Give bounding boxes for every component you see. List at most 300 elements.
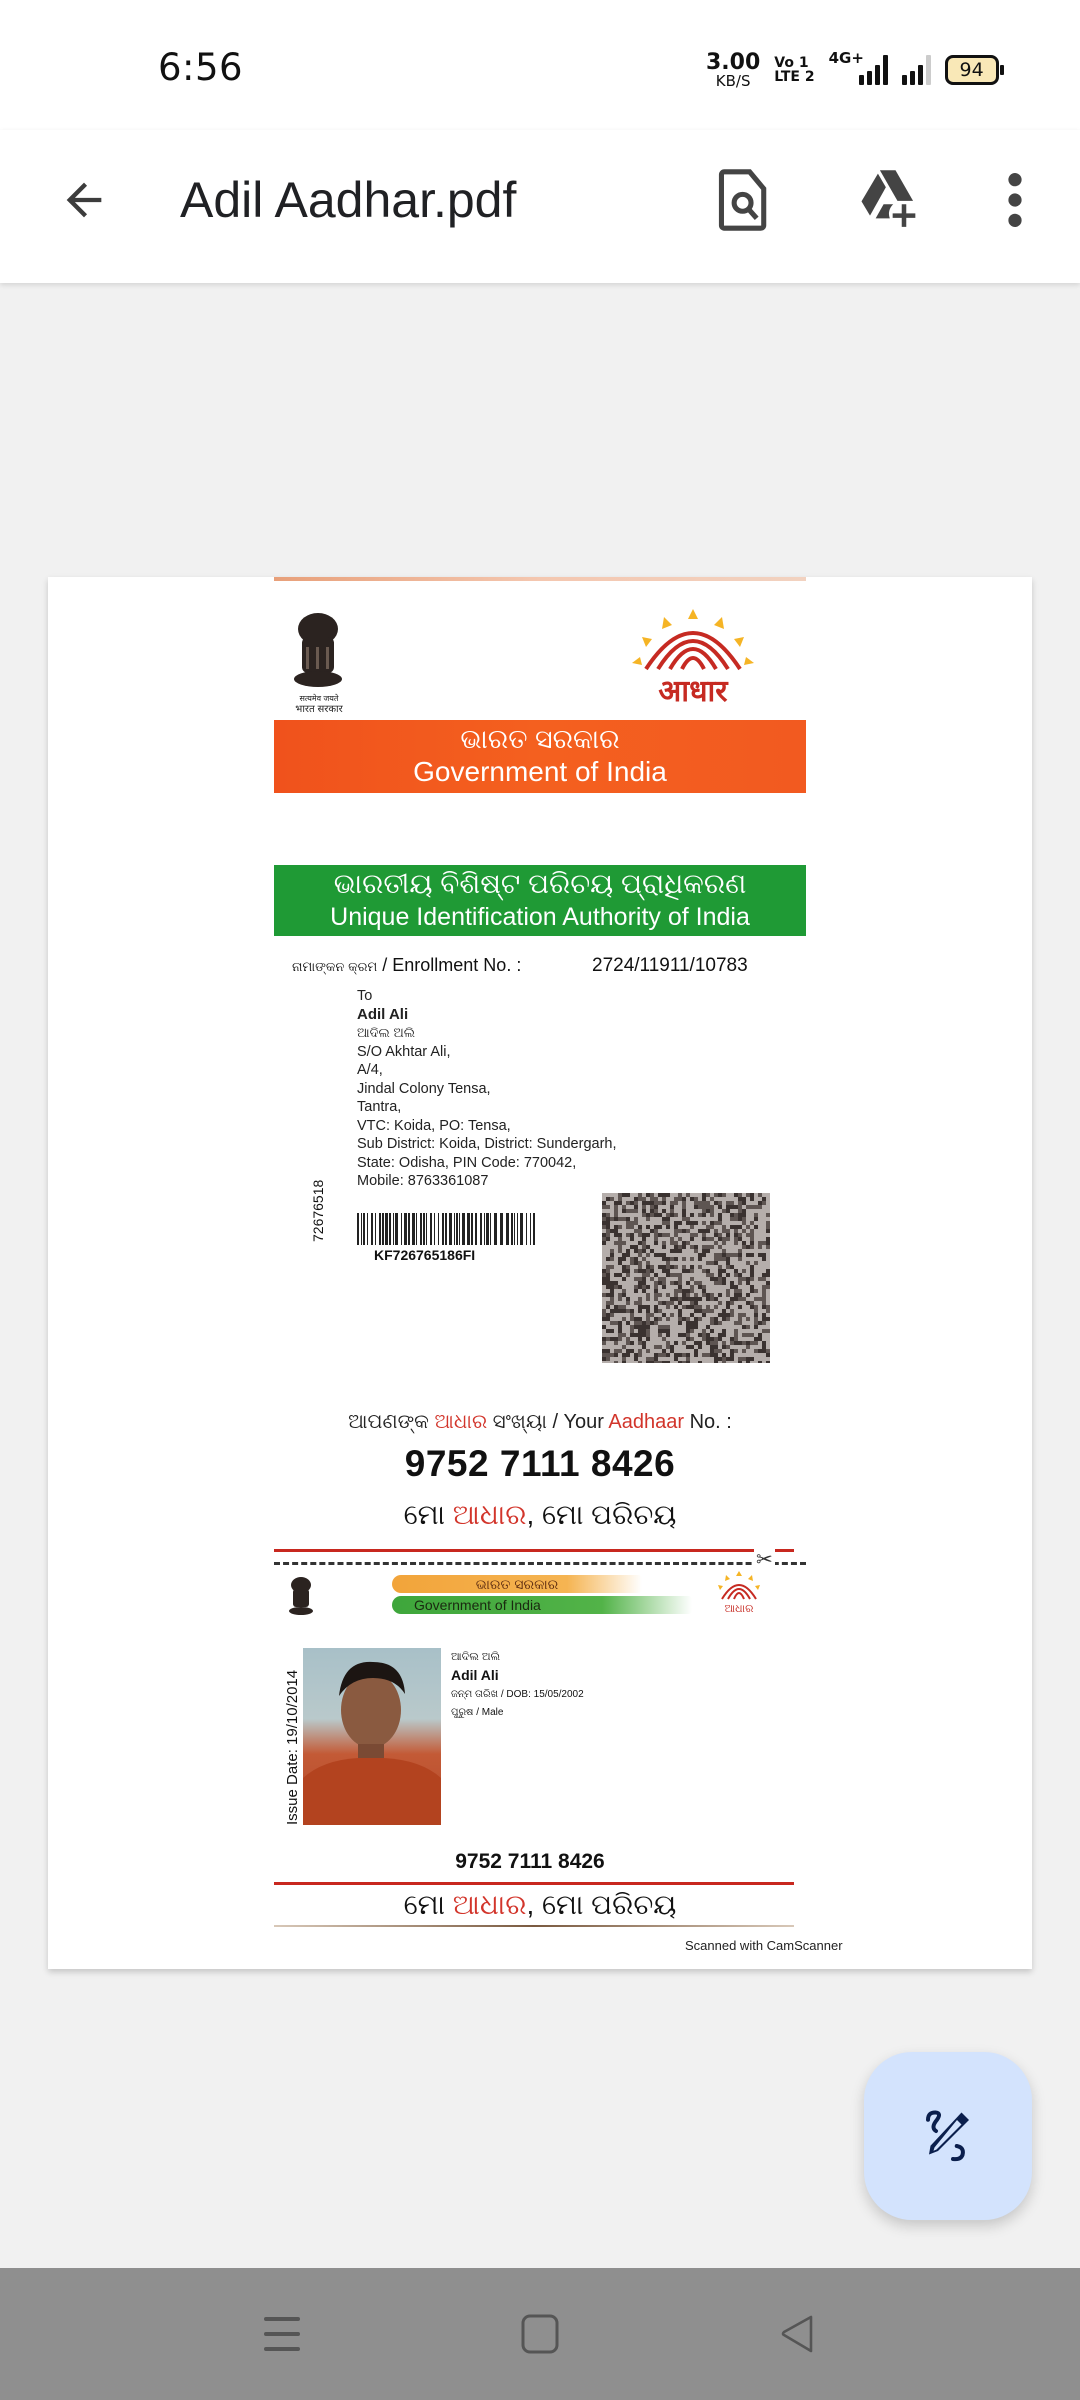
qr-module: [750, 1333, 754, 1337]
qr-module: [706, 1261, 710, 1265]
qr-module: [730, 1357, 734, 1361]
qr-module: [678, 1285, 682, 1289]
mini-aadhaar-logo-icon: [714, 1571, 764, 1615]
qr-module: [646, 1265, 650, 1269]
qr-module: [698, 1265, 702, 1269]
qr-module: [734, 1337, 738, 1341]
qr-module: [730, 1309, 734, 1313]
qr-module: [742, 1349, 746, 1353]
qr-module: [662, 1197, 666, 1201]
address-line: State: Odisha, PIN Code: 770042,: [357, 1154, 577, 1171]
qr-module: [690, 1277, 694, 1281]
qr-module: [758, 1333, 762, 1337]
qr-module: [702, 1213, 706, 1217]
add-to-drive-button[interactable]: [852, 165, 922, 235]
qr-module: [750, 1265, 754, 1269]
qr-module: [654, 1305, 658, 1309]
qr-module: [718, 1277, 722, 1281]
qr-module: [742, 1241, 746, 1245]
qr-module: [686, 1353, 690, 1357]
qr-module: [738, 1257, 742, 1261]
qr-module: [678, 1281, 682, 1285]
qr-module: [634, 1205, 638, 1209]
qr-module: [734, 1289, 738, 1293]
qr-module: [706, 1201, 710, 1205]
qr-module: [722, 1313, 726, 1317]
qr-module: [606, 1357, 610, 1361]
qr-module: [646, 1293, 650, 1297]
qr-module: [706, 1297, 710, 1301]
qr-module: [618, 1325, 622, 1329]
qr-module: [766, 1245, 770, 1249]
qr-module: [702, 1229, 706, 1233]
app-bar: [0, 130, 1080, 283]
qr-module: [694, 1281, 698, 1285]
qr-module: [670, 1249, 674, 1253]
qr-module: [694, 1297, 698, 1301]
qr-module: [722, 1229, 726, 1233]
qr-module: [662, 1209, 666, 1213]
back-arrow-icon: [58, 174, 110, 226]
qr-module: [734, 1233, 738, 1237]
qr-module: [718, 1205, 722, 1209]
qr-module: [718, 1313, 722, 1317]
qr-module: [690, 1285, 694, 1289]
qr-module: [710, 1273, 714, 1277]
emblem-motto: सत्यमेव जयते: [299, 694, 339, 703]
qr-module: [626, 1297, 630, 1301]
qr-module: [710, 1293, 714, 1297]
qr-module: [710, 1221, 714, 1225]
qr-module: [702, 1193, 706, 1197]
qr-module: [634, 1257, 638, 1261]
qr-module: [622, 1289, 626, 1293]
qr-module: [678, 1309, 682, 1313]
qr-module: [766, 1305, 770, 1309]
qr-module: [726, 1293, 730, 1297]
qr-module: [706, 1249, 710, 1253]
qr-module: [762, 1349, 766, 1353]
qr-module: [698, 1281, 702, 1285]
qr-module: [614, 1213, 618, 1217]
qr-module: [638, 1321, 642, 1325]
qr-module: [634, 1333, 638, 1337]
system-back-button[interactable]: [763, 2304, 833, 2364]
qr-module: [666, 1217, 670, 1221]
qr-module: [714, 1305, 718, 1309]
qr-module: [738, 1321, 742, 1325]
qr-module: [702, 1285, 706, 1289]
qr-module: [710, 1277, 714, 1281]
qr-module: [642, 1257, 646, 1261]
qr-module: [766, 1221, 770, 1225]
qr-module: [686, 1361, 690, 1363]
qr-module: [734, 1269, 738, 1273]
qr-module: [638, 1277, 642, 1281]
qr-module: [638, 1233, 642, 1237]
qr-module: [706, 1245, 710, 1249]
holder-name-odia: ଆଦିଲ ଅଲି: [451, 1651, 501, 1663]
qr-module: [610, 1249, 614, 1253]
qr-module: [726, 1317, 730, 1321]
qr-module: [738, 1205, 742, 1209]
qr-module: [638, 1329, 642, 1333]
qr-module: [738, 1253, 742, 1257]
qr-module: [654, 1357, 658, 1361]
qr-module: [606, 1221, 610, 1225]
qr-module: [606, 1293, 610, 1297]
qr-module: [722, 1281, 726, 1285]
qr-module: [754, 1325, 758, 1329]
qr-module: [714, 1317, 718, 1321]
qr-module: [650, 1269, 654, 1273]
qr-module: [710, 1341, 714, 1345]
qr-module: [678, 1197, 682, 1201]
qr-module: [618, 1257, 622, 1261]
qr-module: [718, 1293, 722, 1297]
qr-module: [670, 1213, 674, 1217]
qr-module: [646, 1261, 650, 1265]
qr-module: [658, 1353, 662, 1357]
qr-module: [694, 1309, 698, 1313]
qr-module: [714, 1281, 718, 1285]
qr-module: [626, 1249, 630, 1253]
qr-module: [754, 1305, 758, 1309]
qr-module: [606, 1305, 610, 1309]
qr-module: [706, 1229, 710, 1233]
qr-module: [714, 1229, 718, 1233]
qr-module: [658, 1225, 662, 1229]
qr-module: [730, 1337, 734, 1341]
more-options-button[interactable]: [980, 165, 1050, 235]
qr-module: [742, 1209, 746, 1213]
qr-module: [646, 1217, 650, 1221]
qr-module: [682, 1229, 686, 1233]
qr-module: [622, 1333, 626, 1337]
volte-bottom: LTE 2: [774, 69, 815, 85]
qr-module: [694, 1197, 698, 1201]
qr-module: [714, 1341, 718, 1345]
qr-module: [618, 1333, 622, 1337]
qr-module: [686, 1305, 690, 1309]
qr-module: [654, 1225, 658, 1229]
qr-module: [746, 1341, 750, 1345]
qr-module: [674, 1341, 678, 1345]
qr-module: [654, 1233, 658, 1237]
qr-module: [698, 1213, 702, 1217]
qr-module: [754, 1225, 758, 1229]
qr-module: [754, 1205, 758, 1209]
qr-module: [666, 1353, 670, 1357]
qr-module: [758, 1245, 762, 1249]
network-speed: [706, 49, 761, 90]
qr-module: [602, 1237, 606, 1241]
qr-module: [722, 1209, 726, 1213]
qr-module: [754, 1341, 758, 1345]
holder-details: [451, 1649, 584, 1721]
qr-module: [622, 1305, 626, 1309]
qr-module: [634, 1357, 638, 1361]
qr-module: [606, 1233, 610, 1237]
qr-module: [674, 1249, 678, 1253]
qr-module: [742, 1201, 746, 1205]
qr-module: [682, 1217, 686, 1221]
qr-module: [762, 1285, 766, 1289]
qr-module: [702, 1269, 706, 1273]
qr-module: [650, 1201, 654, 1205]
qr-module: [698, 1305, 702, 1309]
qr-module: [682, 1333, 686, 1337]
qr-module: [638, 1253, 642, 1257]
qr-module: [666, 1265, 670, 1269]
qr-module: [622, 1277, 626, 1281]
qr-module: [694, 1317, 698, 1321]
qr-module: [622, 1193, 626, 1197]
recents-button[interactable]: [247, 2304, 317, 2364]
qr-module: [626, 1253, 630, 1257]
qr-module: [670, 1209, 674, 1213]
qr-module: [650, 1193, 654, 1197]
qr-module: [614, 1229, 618, 1233]
qr-module: [614, 1353, 618, 1357]
qr-module: [630, 1225, 634, 1229]
qr-module: [634, 1221, 638, 1225]
qr-module: [602, 1217, 606, 1221]
holder-dob: ଜନ୍ମ ତାରିଖ / DOB: 15/05/2002: [451, 1689, 584, 1700]
qr-module: [690, 1345, 694, 1349]
qr-module: [694, 1293, 698, 1297]
barcode: [357, 1213, 537, 1245]
qr-module: [602, 1277, 606, 1281]
qr-module: [670, 1257, 674, 1261]
qr-module: [670, 1205, 674, 1209]
qr-module: [642, 1209, 646, 1213]
qr-module: [706, 1333, 710, 1337]
qr-module: [694, 1205, 698, 1209]
qr-module: [746, 1245, 750, 1249]
qr-module: [634, 1325, 638, 1329]
qr-module: [654, 1345, 658, 1349]
qr-module: [634, 1229, 638, 1233]
label-odia-red: ଆଧାର: [434, 1411, 488, 1433]
qr-module: [722, 1249, 726, 1253]
qr-module: [766, 1361, 770, 1363]
qr-module: [630, 1201, 634, 1205]
qr-module: [634, 1217, 638, 1221]
qr-module: [618, 1261, 622, 1265]
qr-module: [750, 1305, 754, 1309]
volte-icon: [774, 56, 814, 84]
qr-module: [614, 1209, 618, 1213]
qr-module: [634, 1261, 638, 1265]
qr-module: [686, 1241, 690, 1245]
qr-module: [766, 1285, 770, 1289]
address-line: Mobile: 8763361087: [357, 1173, 489, 1189]
qr-module: [754, 1213, 758, 1217]
qr-module: [642, 1321, 646, 1325]
red-divider: [274, 1549, 794, 1552]
holder-name: Adil Ali: [451, 1667, 499, 1683]
pdf-viewer[interactable]: [0, 283, 1080, 2268]
find-in-file-button[interactable]: [709, 165, 779, 235]
qr-module: [606, 1353, 610, 1357]
qr-module: [698, 1253, 702, 1257]
tagline-part2: , ମୋ ପରିଚୟ: [526, 1499, 677, 1530]
qr-module: [646, 1233, 650, 1237]
qr-module: [706, 1337, 710, 1341]
qr-module: [746, 1225, 750, 1229]
qr-module: [642, 1333, 646, 1337]
qr-module: [686, 1325, 690, 1329]
qr-module: [698, 1345, 702, 1349]
qr-module: [766, 1281, 770, 1285]
qr-module: [746, 1293, 750, 1297]
qr-module: [674, 1265, 678, 1269]
qr-module: [606, 1337, 610, 1341]
enrollment-label: / Enrollment No. :: [377, 955, 522, 975]
qr-module: [722, 1317, 726, 1321]
qr-module: [762, 1329, 766, 1333]
qr-module: [618, 1197, 622, 1201]
mini-emblem-icon: [288, 1575, 314, 1619]
qr-module: [602, 1313, 606, 1317]
qr-module: [642, 1245, 646, 1249]
qr-module: [638, 1269, 642, 1273]
qr-module: [698, 1201, 702, 1205]
qr-module: [730, 1213, 734, 1217]
qr-module: [658, 1345, 662, 1349]
qr-module: [638, 1305, 642, 1309]
qr-module: [618, 1309, 622, 1313]
qr-module: [722, 1309, 726, 1313]
tagline-2: [274, 1889, 806, 1922]
qr-module: [750, 1273, 754, 1277]
qr-module: [698, 1257, 702, 1261]
qr-module: [730, 1253, 734, 1257]
qr-module: [698, 1333, 702, 1337]
qr-module: [626, 1217, 630, 1221]
qr-module: [686, 1297, 690, 1301]
qr-module: [646, 1309, 650, 1313]
network-speed-unit: KB/S: [715, 71, 751, 90]
qr-module: [610, 1289, 614, 1293]
qr-module: [766, 1229, 770, 1233]
qr-module: [686, 1289, 690, 1293]
home-button[interactable]: [505, 2304, 575, 2364]
qr-module: [626, 1265, 630, 1269]
qr-module: [726, 1265, 730, 1269]
qr-module: [738, 1217, 742, 1221]
qr-module: [614, 1217, 618, 1221]
back-button[interactable]: [54, 170, 114, 230]
qr-module: [626, 1273, 630, 1277]
qr-module: [762, 1277, 766, 1281]
qr-module: [718, 1245, 722, 1249]
qr-module: [646, 1349, 650, 1353]
qr-module: [646, 1297, 650, 1301]
qr-module: [678, 1289, 682, 1293]
qr-module: [658, 1301, 662, 1305]
qr-module: [630, 1261, 634, 1265]
qr-module: [606, 1349, 610, 1353]
qr-module: [662, 1217, 666, 1221]
gov-of-india-band: [274, 720, 806, 793]
qr-module: [758, 1361, 762, 1363]
qr-module: [686, 1217, 690, 1221]
qr-module: [690, 1313, 694, 1317]
qr-module: [742, 1297, 746, 1301]
qr-module: [634, 1301, 638, 1305]
qr-module: [682, 1289, 686, 1293]
qr-module: [758, 1337, 762, 1341]
qr-module: [646, 1313, 650, 1317]
qr-module: [762, 1257, 766, 1261]
qr-module: [690, 1329, 694, 1333]
qr-module: [638, 1229, 642, 1233]
qr-module: [670, 1273, 674, 1277]
qr-module: [622, 1253, 626, 1257]
qr-module: [682, 1241, 686, 1245]
qr-module: [698, 1309, 702, 1313]
qr-module: [662, 1265, 666, 1269]
mini-logo-text: ଆଧାର: [724, 1602, 754, 1615]
qr-module: [702, 1313, 706, 1317]
status-icons: [706, 48, 999, 92]
qr-module: [602, 1325, 606, 1329]
qr-module: [646, 1337, 650, 1341]
qr-module: [710, 1205, 714, 1209]
qr-module: [602, 1309, 606, 1313]
qr-module: [622, 1209, 626, 1213]
qr-module: [618, 1337, 622, 1341]
qr-module: [742, 1229, 746, 1233]
qr-module: [686, 1229, 690, 1233]
qr-module: [702, 1253, 706, 1257]
qr-module: [738, 1225, 742, 1229]
qr-module: [670, 1237, 674, 1241]
qr-module: [762, 1305, 766, 1309]
qr-module: [610, 1229, 614, 1233]
qr-module: [630, 1309, 634, 1313]
qr-module: [694, 1349, 698, 1353]
qr-module: [662, 1245, 666, 1249]
qr-module: [626, 1353, 630, 1357]
qr-module: [666, 1233, 670, 1237]
qr-module: [754, 1349, 758, 1353]
qr-module: [670, 1349, 674, 1353]
qr-module: [718, 1201, 722, 1205]
pdf-page[interactable]: [48, 577, 1032, 1969]
tagline: [274, 1499, 806, 1532]
qr-module: [634, 1317, 638, 1321]
qr-module: [634, 1201, 638, 1205]
qr-module: [666, 1221, 670, 1225]
qr-module: [670, 1281, 674, 1285]
qr-module: [722, 1329, 726, 1333]
qr-module: [646, 1305, 650, 1309]
qr-module: [678, 1277, 682, 1281]
red-divider-2: [274, 1882, 794, 1885]
status-bar: [0, 0, 1080, 130]
qr-module: [718, 1301, 722, 1305]
enrollment-line: [292, 955, 748, 976]
annotate-fab[interactable]: [864, 2052, 1032, 2220]
qr-module: [702, 1329, 706, 1333]
qr-module: [602, 1281, 606, 1285]
qr-module: [726, 1313, 730, 1317]
qr-module: [694, 1325, 698, 1329]
qr-module: [706, 1269, 710, 1273]
